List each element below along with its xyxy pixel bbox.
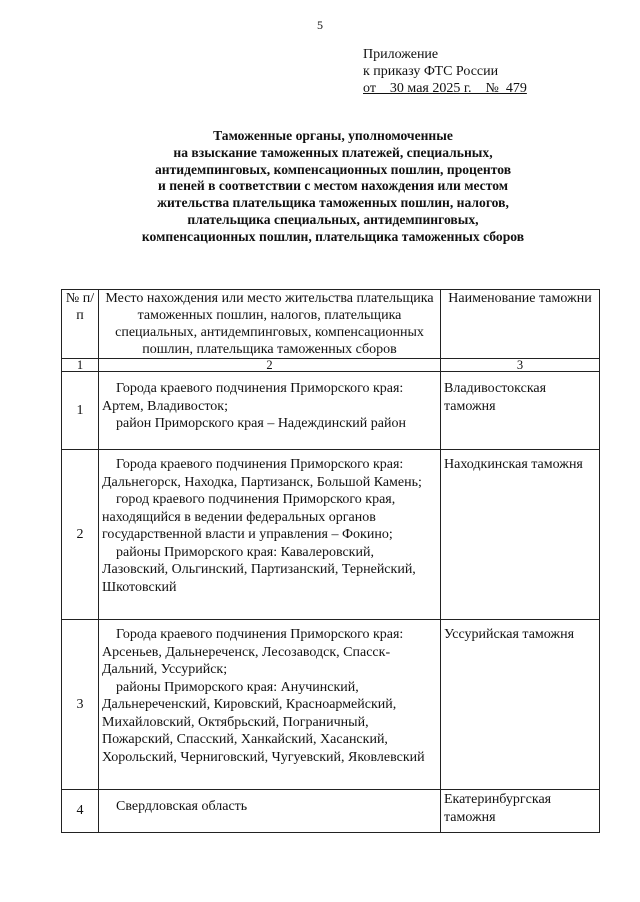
column-number: 1 — [62, 359, 99, 372]
title-line: и пеней в соответствии с местом нахождения или местом — [157, 178, 509, 194]
customs-table — [61, 289, 600, 833]
column-number: 2 — [99, 359, 441, 372]
appendix-line-1: Приложение — [363, 47, 439, 62]
page-number: 5 — [317, 18, 323, 32]
row-customs: Владивостокская таможня — [441, 372, 600, 450]
place-paragraph: Города краевого подчинения Приморского края: Арсеньев, Дальнереченск, Лесозаводск, Спасск-Дальний, Уссурийск; — [102, 627, 404, 677]
title-line: компенсационных пошлин, плательщика таможенных сборов — [141, 228, 525, 244]
row-number: 4 — [62, 790, 99, 833]
row-number: 1 — [62, 372, 99, 450]
row-place — [99, 790, 441, 833]
table-row — [62, 450, 600, 620]
column-number: 3 — [441, 359, 600, 372]
appendix-order-date-number: от 30 мая 2025 г. № 479 — [363, 81, 527, 96]
title-line: Таможенные органы, уполномоченные — [213, 128, 453, 143]
place-paragraph: Города краевого подчинения Приморского края: Дальнегорск, Находка, Партизанск, Большой Камень; — [102, 457, 422, 490]
place-paragraph: районы Приморского края: Анучинский, Дальнереченский, Кировский, Красноармейский, Михайловский, Октябрьский, Пограничный, Пожарский, Спасский, Ханкайский, Хасанский, Хорольский, Черниговский, Чугуевский, Яковлевский — [102, 679, 425, 765]
place-paragraph: район Приморского края – Надеждинский район — [116, 416, 406, 431]
place-paragraph: Города краевого подчинения Приморского края: Артем, Владивосток; — [102, 381, 404, 414]
place-paragraph: Свердловская область — [116, 799, 248, 814]
title-line: плательщика специальных, антидемпинговых, — [187, 211, 479, 227]
table-header-row — [62, 290, 600, 359]
title-line: на взыскание таможенных платежей, специальных, — [173, 144, 493, 160]
header-place: Место нахождения или место жительства плательщика таможенных пошлин, налогов, плательщика специальных, антидемпинговых, компенсационных пошлин, плательщика таможенных сборов — [99, 290, 441, 359]
title-line: жительства плательщика таможенных пошлин, налогов, — [157, 195, 509, 211]
appendix-line-2: к приказу ФТС России — [363, 64, 499, 79]
row-customs: Находкинская таможня — [441, 450, 600, 620]
row-customs: Екатеринбургская таможня — [441, 790, 600, 833]
document-title — [60, 128, 606, 246]
place-paragraph: районы Приморского края: Кавалеровский, Лазовский, Ольгинский, Партизанский, Тернейский, Шкотовский — [102, 544, 416, 595]
place-paragraph: город краевого подчинения Приморского края, находящийся в ведении федеральных органов государственной власти и управления – Фокино; — [102, 492, 396, 542]
row-number: 2 — [62, 450, 99, 620]
column-number-row — [62, 359, 600, 372]
header-num: № п/п — [62, 290, 99, 359]
table-row — [62, 790, 600, 833]
appendix-block — [363, 46, 527, 97]
title-line: антидемпинговых, компенсационных пошлин, процентов — [154, 161, 512, 177]
row-place — [99, 372, 441, 450]
table-row — [62, 620, 600, 790]
row-customs: Уссурийская таможня — [441, 620, 600, 790]
row-place — [99, 620, 441, 790]
row-place — [99, 450, 441, 620]
header-customs: Наименование таможни — [441, 290, 600, 359]
table-row — [62, 372, 600, 450]
row-number: 3 — [62, 620, 99, 790]
